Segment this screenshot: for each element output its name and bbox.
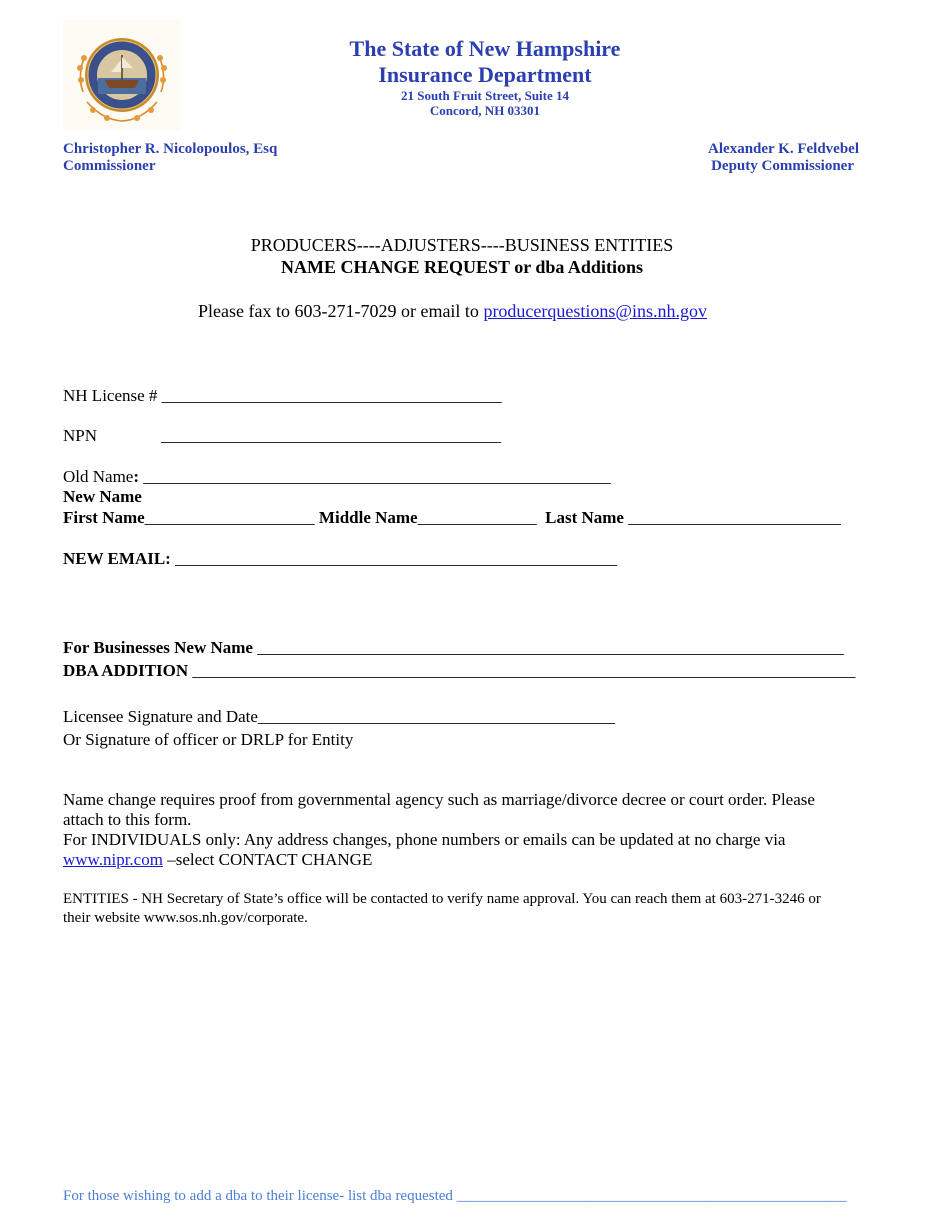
signature-alternative: Or Signature of officer or DRLP for Entity (63, 730, 354, 749)
middle-name-label: Middle Name (318, 508, 418, 527)
first-name-label: First Name (63, 508, 145, 527)
entities-note-line-1: ENTITIES - NH Secretary of State’s office will be contacted to verify name approval. You can reach them at 603-271-3246 or (63, 891, 821, 907)
nipr-line (63, 850, 372, 870)
address-line-2: Concord, NH 03301 (429, 103, 541, 118)
dba-addition-field[interactable] (63, 661, 855, 681)
submission-text: Please fax to 603-271-7029 or email to (198, 301, 484, 321)
middle-name-blank[interactable]: ______________ (417, 508, 537, 527)
proof-note-line-2: attach to this form. (63, 810, 192, 829)
commissioner-name: Christopher R. Nicolopoulos, Esq (63, 141, 278, 157)
business-name-field[interactable] (63, 638, 844, 658)
license-label: NH License # (63, 386, 158, 405)
signature-blank[interactable]: __________________________________________ (257, 707, 615, 726)
new-name-row (63, 508, 841, 528)
old-name-label: Old Name (63, 467, 134, 486)
new-email-field[interactable] (63, 549, 617, 569)
nipr-suffix: –select CONTACT CHANGE (162, 850, 373, 869)
deputy-commissioner-name: Alexander K. Feldvebel (708, 141, 859, 157)
dba-request-field[interactable] (63, 1188, 847, 1205)
email-link[interactable]: producerquestions@ins.nh.gov (483, 301, 707, 321)
new-email-blank[interactable]: ____________________________________________________ (175, 549, 618, 568)
nipr-link[interactable]: www.nipr.com (63, 850, 163, 869)
address-line-1: 21 South Fruit Street, Suite 14 (400, 88, 570, 103)
new-email-label: NEW EMAIL: (63, 549, 171, 568)
department-name: Insurance Department (378, 62, 592, 87)
first-name-blank[interactable]: ____________________ (144, 508, 315, 527)
last-name-label: Last Name (545, 508, 624, 527)
npn-label: NPN (63, 426, 98, 445)
form-subtitle: PRODUCERS----ADJUSTERS----BUSINESS ENTITIES (250, 235, 674, 255)
license-field[interactable] (63, 386, 502, 406)
dba-request-blank[interactable]: ____________________________________________________ (456, 1188, 847, 1204)
signature-label: Licensee Signature and Date (63, 707, 258, 726)
dba-addition-label: DBA ADDITION (63, 661, 189, 680)
new-name-heading: New Name (63, 487, 142, 506)
business-name-blank[interactable]: _____________________________________________________________________ (257, 638, 844, 657)
deputy-commissioner-title: Deputy Commissioner (711, 158, 854, 174)
old-name-field[interactable] (63, 467, 611, 487)
dba-addition-blank[interactable]: ______________________________________________________________________________ (192, 661, 856, 680)
submission-instruction (198, 301, 707, 322)
business-name-label: For Businesses New Name (63, 638, 253, 657)
form-title: NAME CHANGE REQUEST or dba Additions (281, 257, 643, 277)
license-blank[interactable]: ________________________________________ (161, 386, 502, 405)
last-name-blank[interactable]: _________________________ (628, 508, 841, 527)
signature-field[interactable] (63, 707, 615, 727)
proof-note-line-1: Name change requires proof from governmental agency such as marriage/divorce decree or court order. Please (63, 790, 815, 809)
dba-request-label: For those wishing to add a dba to their license- list dba requested (63, 1188, 457, 1204)
old-name-colon: : (133, 467, 140, 486)
state-name: The State of New Hampshire (349, 36, 621, 61)
old-name-blank[interactable]: _______________________________________________________ (143, 467, 611, 486)
individuals-note: For INDIVIDUALS only: Any address changes, phone numbers or emails can be updated at no charge via (63, 830, 786, 849)
npn-blank[interactable]: ________________________________________ (161, 426, 501, 445)
commissioner-title: Commissioner (63, 158, 156, 174)
entities-note-line-2: their website www.sos.nh.gov/corporate. (63, 910, 308, 926)
